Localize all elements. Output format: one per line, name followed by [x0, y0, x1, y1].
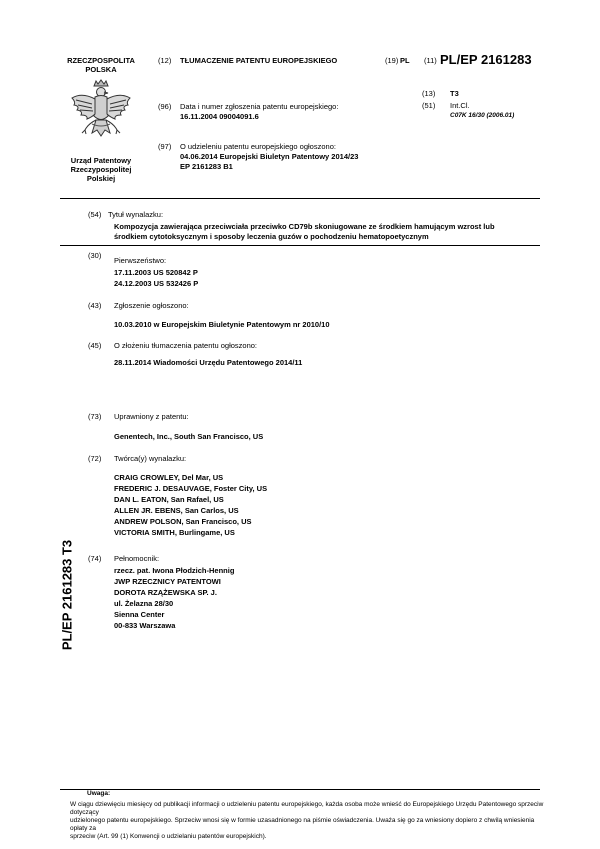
inid-code-45: (45): [88, 341, 102, 350]
inid-code-11: (11): [424, 56, 437, 65]
grant-bulletin: 04.06.2014 Europejski Biuletyn Patentowy 2014/23: [180, 152, 359, 161]
inid-code-51: (51): [422, 101, 436, 110]
inventor-item: ANDREW POLSON, San Francisco, US: [114, 517, 252, 526]
country-code: PL: [400, 56, 410, 65]
kind-code: T3: [450, 89, 459, 98]
invention-title: Kompozycja zawierająca przeciwciała przeciwko CD79b skoniugowane ze środkiem hamującym wzrost lub środkiem cytotoksycznym i sposoby leczenia guzów o pochodzeniu hematopoetycznym: [114, 222, 495, 241]
application-value: 16.11.2004 09004091.6: [180, 112, 259, 121]
inid-code-73: (73): [88, 412, 102, 421]
proprietor-label: Uprawniony z patentu:: [114, 412, 189, 421]
title-divider: [60, 245, 540, 246]
grant-label: O udzieleniu patentu europejskiego ogłoszono:: [180, 142, 336, 151]
inventor-item: FREDERIC J. DESAUVAGE, Foster City, US: [114, 484, 268, 493]
inventors-list: [114, 472, 267, 538]
inid-code-72: (72): [88, 454, 102, 463]
int-cl-label: Int.Cl.: [450, 101, 470, 110]
priority-item: 24.12.2003 US 532426 P: [114, 279, 199, 288]
patent-number: PL/EP 2161283: [440, 52, 532, 67]
inid-code-97: (97): [158, 142, 172, 151]
priority-list: [114, 267, 198, 289]
footer-note: W ciągu dziewięciu miesięcy od publikacji informacji o udzieleniu patentu europejskiego, każda osoba może wnieść do Europejskiego Urzędu Patentowego sprzeciw dotyczący udzielonego patentu europejskiego. Sprzeciw wnosi się w formie uzasadnionego na piśmie oświadczenia. Uważa się go za wniesiony dopiero z chwilą wniesienia opłaty za sprzeciw (Art. 99 (1) Konwencji o udzielaniu patentów europejskich).: [70, 801, 544, 840]
translation-filed-value: 28.11.2014 Wiadomości Urzędu Patentowego 2014/11: [114, 358, 303, 367]
inid-code-13: (13): [422, 89, 436, 98]
patent-office-name: Urząd Patentowy Rzeczypospolitej Polskiej: [70, 156, 132, 183]
inid-code-30: (30): [88, 251, 102, 260]
inid-code-43: (43): [88, 301, 102, 310]
inventor-item: DAN L. EATON, San Rafael, US: [114, 495, 224, 504]
inid-code-54: (54): [88, 210, 102, 219]
header-divider: [60, 198, 540, 199]
proprietor-value: Genentech, Inc., South San Francisco, US: [114, 432, 264, 441]
inid-code-74: (74): [88, 554, 102, 563]
translation-filed-label: O złożeniu tłumaczenia patentu ogłoszono:: [114, 341, 258, 350]
title-label: Tytuł wynalazku:: [108, 210, 164, 219]
footer-divider: [60, 789, 540, 790]
priority-label: Pierwszeństwo:: [114, 256, 167, 265]
footer-title: Uwaga:: [87, 790, 111, 797]
priority-item: 17.11.2003 US 520842 P: [114, 268, 198, 277]
inid-code-19: (19): [385, 56, 399, 65]
application-published-label: Zgłoszenie ogłoszono:: [114, 301, 189, 310]
attorney-label: Pełnomocnik:: [114, 554, 160, 563]
grant-publication-number: EP 2161283 B1: [180, 162, 233, 171]
inventor-item: CRAIG CROWLEY, Del Mar, US: [114, 473, 224, 482]
inid-code-96: (96): [158, 102, 172, 111]
application-published-value: 10.03.2010 w Europejskim Biuletynie Patentowym nr 2010/10: [114, 320, 330, 329]
country-name: RZECZPOSPOLITA POLSKA: [67, 56, 135, 74]
int-cl-value: C07K 16/30 (2006.01): [450, 112, 515, 119]
inventors-label: Twórca(y) wynalazku:: [114, 454, 187, 463]
inid-code-12: (12): [158, 56, 172, 65]
inventor-item: VICTORIA SMITH, Burlingame, US: [114, 528, 235, 537]
polish-eagle-emblem: [68, 78, 134, 150]
application-label: Data i numer zgłoszenia patentu europejskiego:: [180, 102, 339, 111]
document-type: TŁUMACZENIE PATENTU EUROPEJSKIEGO: [180, 56, 338, 65]
inventor-item: ALLEN JR. EBENS, San Carlos, US: [114, 506, 239, 515]
side-patent-number: PL/EP 2161283 T3: [59, 539, 75, 651]
attorney-details: rzecz. pat. Iwona Płodzich-Hennig JWP RZECZNICY PATENTOWI DOROTA RZĄŻEWSKA SP. J. ul. Żelazna 28/30 Sienna Center 00-833 Warszawa: [114, 566, 235, 630]
